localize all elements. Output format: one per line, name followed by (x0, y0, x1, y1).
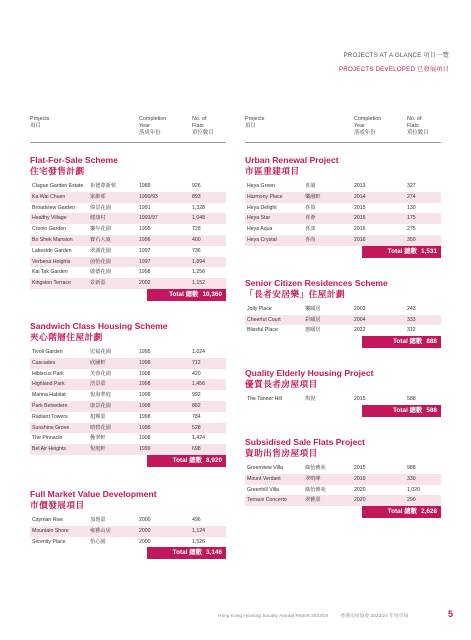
section-total (147, 455, 226, 467)
section-title-zh: 優質長者房屋項目 (245, 379, 318, 390)
project-name: Cheerful Court (247, 316, 281, 323)
project-name: Greenview Villa (247, 464, 283, 471)
flat-count: 274 (407, 193, 416, 200)
project-name: Heya Green (247, 183, 275, 189)
completion-year: 2014 (354, 193, 366, 200)
completion-year: 2020 (354, 497, 366, 504)
project-table (245, 394, 441, 405)
project-name-zh: 翠鳴峰 (305, 475, 321, 482)
project-name-zh: 欣圖軒 (90, 359, 106, 366)
completion-year: 2003 (354, 305, 366, 312)
table-row (30, 444, 226, 455)
section-heading-projects-developed: PROJECTS DEVELOPED 已發展項目 (338, 66, 449, 73)
flat-count: 728 (192, 226, 201, 233)
header-completion: Completion (139, 116, 167, 122)
flat-count: 400 (192, 236, 201, 243)
flat-count: 1,424 (192, 435, 205, 442)
flat-count: 992 (192, 392, 201, 399)
completion-year: 1998 (139, 359, 151, 366)
table-row (30, 390, 226, 401)
table-row (245, 485, 441, 496)
project-name-zh: 芙蓉花園 (90, 370, 111, 377)
project-name-zh: 浩景臺 (90, 381, 106, 388)
left-column (30, 116, 226, 559)
completion-year: 1996 (139, 236, 151, 243)
project-name: Lakeside Garden (32, 247, 72, 254)
table-row (245, 224, 441, 235)
project-name: Park Belvedere (32, 402, 68, 409)
project-name: Serenity Place (32, 538, 66, 545)
flat-count: 420 (192, 370, 201, 377)
section-title (30, 321, 226, 343)
completion-year: 2020 (354, 486, 366, 493)
section-total (362, 336, 441, 348)
project-name-zh: 喜漾 (305, 226, 316, 233)
completion-year: 1998 (139, 381, 151, 388)
flat-count: 1,328 (192, 204, 205, 211)
project-name: Hibiscus Park (32, 370, 64, 377)
table-row (245, 315, 441, 326)
completion-year: 2004 (354, 316, 366, 323)
project-name-zh: 翠雅臺 (305, 497, 321, 504)
completion-year: 1998 (139, 392, 151, 399)
flat-count: 712 (192, 359, 201, 366)
completion-year: 2013 (354, 183, 366, 189)
project-name-zh: 怡心園 (90, 538, 106, 545)
header-no-of: No. of (407, 116, 422, 122)
table-row (30, 235, 226, 246)
completion-year: 1999 (139, 446, 151, 453)
flat-count: 1,024 (192, 348, 205, 355)
section-title (245, 155, 441, 177)
flat-count: 130 (407, 204, 416, 211)
table-row (245, 495, 441, 506)
flat-count: 528 (192, 424, 201, 431)
table-row (30, 257, 226, 268)
flat-count: 290 (407, 497, 416, 504)
project-name: Verbena Heights (32, 258, 71, 265)
flat-count: 882 (192, 402, 201, 409)
project-table (30, 515, 226, 547)
project-name: Marina Habitat (32, 392, 66, 399)
section-title-en: Quality Elderly Housing Project (245, 368, 374, 379)
flat-count: 1,048 (192, 215, 205, 222)
project-name: Blissful Place (247, 327, 278, 334)
flat-count: 1,152 (192, 280, 205, 287)
project-name-zh: 綠怡雅苑 (305, 464, 326, 471)
project-name-zh: 綠怡雅苑 (305, 486, 326, 493)
project-name-zh: 景新臺 (90, 280, 106, 287)
total-value: 3,146 (206, 549, 222, 557)
flat-count: 1,256 (192, 269, 205, 276)
total-value: 8,920 (206, 456, 222, 464)
table-row (245, 463, 441, 474)
project-name: Highland Park (32, 381, 65, 388)
table-row (30, 379, 226, 390)
table-row (30, 267, 226, 278)
table-row (30, 423, 226, 434)
flat-count: 698 (192, 446, 201, 453)
table-row (30, 537, 226, 548)
section-title-en: Full Market Value Development (30, 488, 157, 499)
total-label: Total 總數 (392, 338, 423, 346)
total-label: Total 總數 (392, 406, 423, 414)
project-name: Ka Wai Chuen (32, 193, 66, 200)
table-row (30, 278, 226, 289)
completion-year: 2000 (139, 516, 151, 523)
section-title-en: Subsidised Sale Flats Project (245, 436, 365, 447)
header-completion-zh: 落成年份 (354, 130, 376, 136)
project-name: Mountain Shore (32, 527, 69, 534)
total-label: Total 總數 (169, 290, 199, 298)
header-year: Year (354, 123, 365, 129)
project-name-zh: 雍雅山房 (90, 527, 111, 534)
header-completion-zh: 落成年份 (139, 130, 161, 136)
completion-year: 1991 (139, 204, 151, 211)
header-flats-zh: 單位數目 (192, 130, 214, 136)
completion-year: 1995 (139, 226, 151, 233)
project-name-zh: 啟德花園 (90, 269, 111, 276)
section-title-en: Urban Renewal Project (245, 155, 339, 165)
flat-count: 736 (192, 247, 201, 254)
section-total (362, 246, 441, 258)
project-name-zh: 喜尚 (305, 236, 316, 243)
table-row (30, 412, 226, 423)
column-header (30, 116, 226, 143)
total-label: Total 總數 (387, 247, 417, 255)
section-title-en: Flat-For-Sale Scheme (30, 155, 118, 165)
table-row (245, 325, 441, 336)
project-name: Harmony Place (247, 193, 283, 200)
total-label: Total 總數 (387, 508, 417, 516)
project-name: Bel Air Heights (32, 446, 67, 453)
table-row (245, 474, 441, 485)
section-title-en: Sandwich Class Housing Scheme (30, 320, 168, 331)
table-row (30, 203, 226, 214)
section-total (362, 405, 441, 417)
completion-year: 2022 (354, 327, 366, 334)
section-title-en: Senior Citizen Residences Scheme (245, 277, 388, 288)
project-name: Clague Garden Estate (32, 183, 84, 189)
header-projects-zh: 項目 (245, 123, 256, 129)
total-label: Total 總數 (172, 549, 202, 557)
flat-count: 312 (407, 327, 416, 334)
flat-count: 1,526 (192, 538, 205, 545)
table-row (245, 304, 441, 315)
project-name: Heya Aqua (247, 226, 273, 233)
completion-year: 1998 (139, 435, 151, 442)
header-no-of: No. of (192, 116, 207, 122)
project-name-zh: 加惠臺 (90, 516, 106, 523)
table-row (30, 213, 226, 224)
project-name-zh: 喜盈 (305, 204, 316, 211)
project-name-zh: 樂頤居 (305, 305, 321, 312)
header-projects: Projects (30, 116, 50, 122)
column-header (245, 116, 441, 143)
total-value: 10,360 (202, 290, 222, 298)
project-name: Cronin Garden (32, 226, 67, 233)
header-projects: Projects (245, 116, 265, 122)
flat-count: 350 (407, 236, 416, 243)
section-title-zh: 「長者安居樂」住屋計劃 (245, 288, 346, 299)
section-total (147, 289, 226, 301)
project-name: Heya Delight (247, 204, 277, 211)
flat-count: 275 (407, 226, 416, 233)
table-row (245, 203, 441, 214)
completion-year: 2016 (354, 226, 366, 233)
project-name: Mount Verdant (247, 475, 281, 482)
left-sections (30, 155, 226, 559)
table-row (245, 213, 441, 224)
table-row (245, 192, 441, 203)
completion-year: 2002 (139, 280, 151, 287)
project-name-zh: 晴碧花園 (90, 424, 111, 431)
completion-year: 1998 (139, 370, 151, 377)
right-sections (245, 155, 441, 518)
project-name-zh: 悅庭軒 (90, 446, 106, 453)
project-name-zh: 雋悅 (305, 396, 316, 403)
section-title (245, 278, 441, 300)
project-name: Tivoli Garden (32, 348, 63, 355)
flat-count: 588 (407, 396, 416, 403)
project-name: Bo Shek Mansion (32, 236, 73, 243)
project-name: Healthy Village (32, 215, 67, 222)
total-value: 2,628 (421, 508, 437, 516)
header-year: Year (139, 123, 150, 129)
flat-count: 330 (407, 475, 416, 482)
project-name-zh: 疊翠軒 (90, 435, 106, 442)
completion-year: 1998 (139, 402, 151, 409)
flat-count: 333 (407, 316, 416, 323)
flat-count: 175 (407, 215, 416, 222)
table-row (245, 235, 441, 246)
completion-year: 1990/93 (139, 193, 158, 200)
project-name-zh: 茵怡花園 (90, 258, 111, 265)
total-value: 888 (426, 338, 437, 346)
total-value: 588 (426, 406, 437, 414)
project-name-zh: 彩頤居 (305, 316, 321, 323)
project-name-zh: 寶石大廈 (90, 236, 111, 243)
flat-count: 1,894 (192, 258, 205, 265)
project-name: Radiant Towers (32, 413, 68, 420)
table-row (30, 358, 226, 369)
table-row (30, 433, 226, 444)
completion-year: 2015 (354, 464, 366, 471)
table-row (245, 394, 441, 405)
section-heading-projects-at-a-glance: PROJECTS AT A GLANCE 項目一覽 (343, 52, 449, 59)
project-name-zh: 康景花園 (90, 402, 111, 409)
completion-year: 1989 (139, 183, 151, 189)
completion-year: 2000 (139, 527, 151, 534)
flat-count: 1,456 (192, 381, 205, 388)
section-title (30, 489, 226, 511)
project-name-zh: 健康村 (90, 215, 106, 222)
section-title-zh: 住宅發售計劃 (30, 166, 85, 176)
project-name: Terrace Concerto (247, 497, 287, 504)
project-name: Broadview Garden (32, 204, 75, 211)
project-name: Cascades (32, 359, 56, 366)
section-title (30, 155, 226, 177)
completion-year: 1993/97 (139, 215, 158, 222)
project-name-zh: 宏福花園 (90, 348, 111, 355)
total-label: Total 總數 (172, 456, 202, 464)
section-total (147, 547, 226, 559)
project-name: Heya Star (247, 215, 271, 222)
project-name-zh: 喜韻 (305, 183, 316, 189)
total-value: 1,531 (421, 247, 437, 255)
section-title (245, 368, 441, 390)
completion-year: 1997 (139, 258, 151, 265)
project-name: The Pinnacle (32, 435, 63, 442)
project-name-zh: 樂融軒 (305, 193, 321, 200)
project-name-zh: 家維邨 (90, 193, 106, 200)
project-name: Kingston Terrace (32, 280, 71, 287)
project-name-zh: 翠湖花園 (90, 247, 111, 254)
project-name: Cayman Rise (32, 516, 64, 523)
header-flats: Flats (407, 123, 419, 129)
flat-count: 893 (192, 193, 201, 200)
header-flats-zh: 單位數目 (407, 130, 429, 136)
completion-year: 1995 (139, 348, 151, 355)
table-row (30, 192, 226, 203)
flat-count: 784 (192, 413, 201, 420)
table-row (30, 369, 226, 380)
footer (218, 612, 408, 619)
section-total (362, 506, 441, 518)
table-row (245, 181, 441, 192)
completion-year: 2015 (354, 396, 366, 403)
completion-year: 2016 (354, 236, 366, 243)
footer-report-title: Hong Kong Housing Society Annual Report 2023/24 (218, 614, 329, 619)
project-name-zh: 喜薈 (305, 215, 316, 222)
completion-year: 2000 (139, 538, 151, 545)
flat-count: 496 (192, 516, 201, 523)
project-table (245, 463, 441, 506)
project-name-zh: 祈德尊新邨 (90, 183, 116, 189)
project-name-zh: 旭輝臺 (90, 413, 106, 420)
flat-count: 1,020 (407, 486, 420, 493)
project-table (245, 304, 441, 336)
section-title-zh: 市價發展項目 (30, 499, 85, 510)
project-name: Sunshine Grove (32, 424, 70, 431)
project-name: Heya Crystal (247, 236, 277, 243)
project-name: Greenhill Villa (247, 486, 279, 493)
project-name: Jolly Place (247, 305, 272, 312)
table-row (30, 224, 226, 235)
flat-count: 926 (192, 183, 201, 189)
table-row (30, 181, 226, 192)
section-title-zh: 資助出售房屋項目 (245, 447, 318, 458)
completion-year: 1998 (139, 424, 151, 431)
section-title (245, 437, 441, 459)
section-title-zh: 市區重建項目 (245, 166, 300, 176)
flat-count: 327 (407, 183, 416, 189)
page-number: 5 (447, 609, 453, 619)
completion-year: 2015 (354, 204, 366, 211)
flat-count: 988 (407, 464, 416, 471)
flat-count: 243 (407, 305, 416, 312)
table-row (30, 515, 226, 526)
footer-report-title-zh: 香港房屋協會 2023/24 年度年報 (340, 614, 409, 619)
project-name-zh: 悅海華庭 (90, 392, 111, 399)
completion-year: 1998 (139, 269, 151, 276)
project-name: Kai Tak Garden (32, 269, 68, 276)
completion-year: 2015 (354, 215, 366, 222)
project-name-zh: 蕙頤居 (305, 327, 321, 334)
header-flats: Flats (192, 123, 204, 129)
table-row (30, 526, 226, 537)
header-completion: Completion (354, 116, 382, 122)
header-projects-zh: 項目 (30, 123, 41, 129)
completion-year: 1997 (139, 247, 151, 254)
project-name-zh: 偉景花園 (90, 204, 111, 211)
table-row (30, 246, 226, 257)
project-name: The Tanner Hill (247, 396, 282, 403)
table-row (30, 347, 226, 358)
right-column (245, 116, 441, 518)
completion-year: 2019 (354, 475, 366, 482)
project-name-zh: 樂年花園 (90, 226, 111, 233)
section-title-zh: 夾心階層住屋計劃 (30, 331, 103, 342)
project-table (30, 347, 226, 455)
flat-count: 1,124 (192, 527, 205, 534)
project-table (30, 181, 226, 289)
table-row (30, 401, 226, 412)
completion-year: 1998 (139, 413, 151, 420)
project-table (245, 181, 441, 246)
